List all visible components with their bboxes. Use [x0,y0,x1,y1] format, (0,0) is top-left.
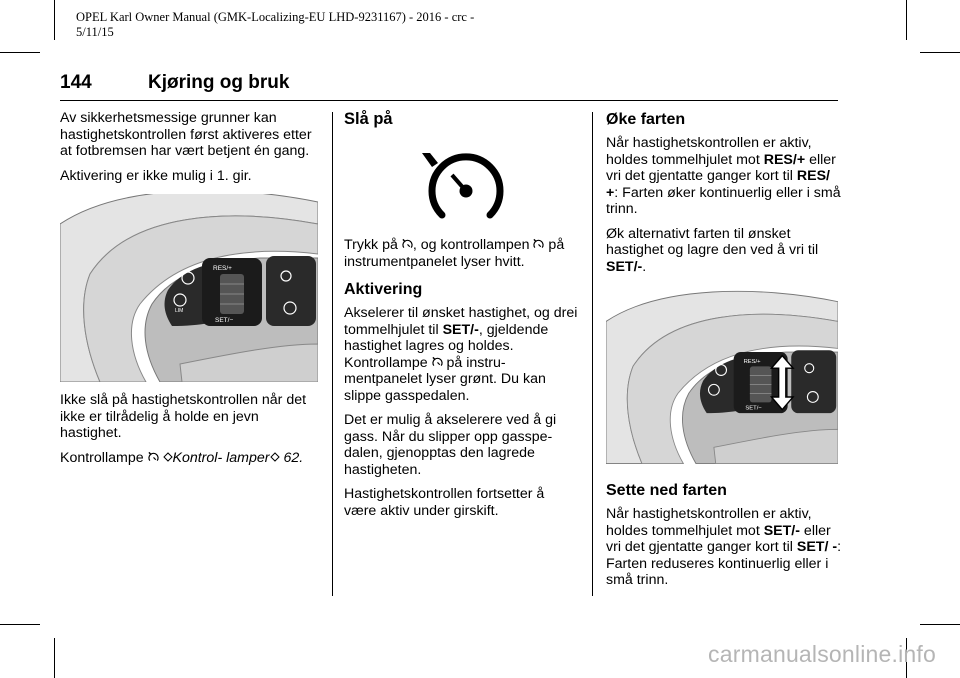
paragraph-ref: Kontrollampe Kontrol- lamper 62. [60,449,304,466]
paragraph: Av sikkerhetsmessige grunner kan hastighetskontrollen først aktiveres etter at fotbremsen har vært betjent én gang. [60,110,312,159]
document-meta [76,10,496,40]
set-label: SET/− [745,405,762,412]
res-label: RES/+ [743,358,761,365]
crop-mark [920,52,960,53]
paragraph: Ikke slå på hastighetskontrollen når det ikke er tilrådelig å holde en jevn hastighet. [60,392,307,441]
paragraph: Aktivering er ikke mulig i 1. gir. [60,167,252,184]
crop-mark [54,0,55,40]
crop-mark [920,624,960,625]
steering-wheel-illustration [606,285,838,473]
speedometer-icon [344,137,580,227]
paragraph: Når hastighetskontrollen er aktiv, holdes tommelhjulet mot SET/- eller vri det gjentatte ganger kort til SET/ -: Farten reduseres kontinuerlig eller i små trinn. [606,506,842,588]
page-header [60,72,838,101]
paragraph: Øk alternativt farten til ønsket hastighet og lagre den ved å vri til SET/-. [606,225,819,275]
page-ref[interactable]: 62. [279,449,304,466]
set-label: SET/− [215,317,234,324]
cruise-control-icon [533,238,544,250]
paragraph: Hastighetskontrollen fortsetter å være aktiv under girskift. [344,486,545,519]
lim-label: LIM [175,308,184,314]
page-title: Kjøring og bruk [148,72,290,93]
column-3 [606,110,842,597]
column-divider [592,112,593,596]
res-label: RES/+ [213,265,232,272]
cruise-control-icon [148,451,159,463]
reference-arrow-icon [163,452,173,462]
meta-line-1: OPEL Karl Owner Manual (GMK-Localizing-EU LHD-9231167) - 2016 - crc - [76,10,475,24]
watermark: carmanualsonline.info [708,641,936,667]
link-kontrollamper[interactable]: Kontrol- lamper [172,449,270,466]
heading-aktivering: Aktivering [344,281,423,298]
paragraph: Akselerer til ønsket hastighet, og drei tommelhjulet til SET/-, gjeldende hastighet lagres og holdes. Kontrollampe på instru- mentpanelet lyser grønt. Du kan slippe gasspedalen. [344,305,578,404]
paragraph: Når hastighetskontrollen er aktiv, holdes tommelhjulet mot RES/+ eller vri det gjentatte ganger kort til RES/ +: Farten øker kontinuerlig eller i små trinn. [606,135,841,217]
column-1 [60,110,322,474]
cruise-control-icon [402,238,413,250]
crop-mark [0,624,40,625]
heading-oke-farten: Øke farten [606,111,686,128]
reference-arrow-icon [270,452,280,462]
crop-mark [906,0,907,40]
paragraph: Det er mulig å akselerere ved å gi gass. Når du slipper opp gasspe- dalen, gjenopptas den lagrede hastigheten. [344,412,557,478]
heading-sette-ned-farten: Sette ned farten [606,482,727,499]
paragraph: Trykk på , og kontrollampen på instrumentpanelet lyser hvitt. [344,237,565,270]
crop-mark [0,52,40,53]
meta-line-2: 5/11/15 [76,25,114,39]
heading-sla-pa: Slå på [344,110,393,128]
page-number: 144 [60,72,92,93]
crop-mark [54,638,55,678]
cruise-control-icon [432,356,443,368]
column-2 [344,110,580,527]
steering-wheel-illustration [60,194,318,382]
column-divider [332,112,333,596]
